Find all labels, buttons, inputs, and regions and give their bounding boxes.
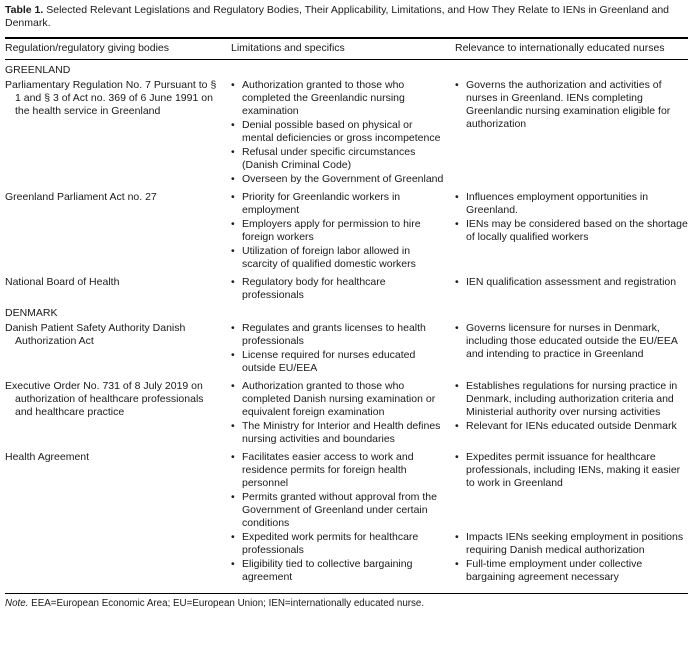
regulation-cell: National Board of Health bbox=[5, 276, 120, 288]
limitations-cell bbox=[231, 558, 455, 585]
bullet-text: Full-time employment under collective bargaining agreement necessary bbox=[466, 558, 643, 583]
bullet-icon: • bbox=[231, 491, 235, 503]
relevance-cell bbox=[455, 191, 688, 272]
bullet-text: Governs licensure for nurses in Denmark, including those educated outside the EU/EEA and intending to practice in Greenland bbox=[466, 322, 678, 360]
table-caption bbox=[5, 4, 688, 30]
table-row bbox=[5, 79, 688, 187]
bullet-icon: • bbox=[455, 276, 459, 288]
limitations-cell bbox=[231, 191, 455, 272]
bullet-item bbox=[231, 531, 445, 557]
bullet-icon: • bbox=[455, 558, 459, 570]
bullet-item bbox=[231, 218, 445, 244]
bullet-item bbox=[231, 322, 445, 348]
bullet-text: Denial possible based on physical or mental deficiencies or gross incompetence bbox=[242, 119, 441, 144]
bullet-item bbox=[231, 380, 445, 419]
bullet-item bbox=[231, 558, 445, 584]
table-row bbox=[5, 380, 688, 447]
section-header-greenland: GREENLAND bbox=[5, 64, 71, 76]
regulation-cell: Executive Order No. 731 of 8 July 2019 on authorization of healthcare professionals and healthcare practice bbox=[5, 380, 204, 418]
bullet-text: Employers apply for permission to hire foreign workers bbox=[242, 218, 421, 243]
bullet-text: Utilization of foreign labor allowed in scarcity of qualified domestic workers bbox=[242, 245, 416, 270]
bullet-icon: • bbox=[455, 380, 459, 392]
relevance-cell bbox=[455, 451, 688, 531]
note-text: EEA=European Economic Area; EU=European Union; IEN=internationally educated nurse. bbox=[31, 598, 425, 609]
limitations-cell bbox=[231, 380, 455, 420]
bullet-text: Regulatory body for healthcare professionals bbox=[242, 276, 386, 301]
bullet-icon: • bbox=[455, 322, 459, 334]
bullet-icon: • bbox=[231, 191, 235, 203]
table-note bbox=[5, 594, 688, 610]
bullet-text: Eligibility tied to collective bargaining agreement bbox=[242, 558, 413, 583]
bullet-icon: • bbox=[455, 451, 459, 463]
bullet-item bbox=[455, 380, 688, 419]
header-limitations: Limitations and specifics bbox=[231, 42, 345, 54]
bullet-item bbox=[231, 245, 445, 271]
bullet-icon: • bbox=[455, 191, 459, 203]
relevance-cell bbox=[455, 558, 688, 585]
bullet-item bbox=[455, 451, 688, 490]
relevance-cell bbox=[455, 531, 688, 558]
bullet-text: The Ministry for Interior and Health defines nursing activities and boundaries bbox=[242, 420, 441, 445]
limitations-cell bbox=[231, 531, 455, 558]
table bbox=[5, 37, 688, 610]
note-label: Note. bbox=[5, 598, 29, 609]
row-group bbox=[231, 79, 688, 187]
bullet-text: Facilitates easier access to work and residence permits for foreign health personnel bbox=[242, 451, 414, 489]
bullet-text: Overseen by the Government of Greenland bbox=[242, 173, 444, 185]
table-body bbox=[5, 60, 688, 594]
bullet-text: Expedites permit issuance for healthcare professionals, including IENs, making it easier to work in Greenland bbox=[466, 451, 681, 489]
bullet-text: Authorization granted to those who completed the Greenlandic nursing examination bbox=[242, 79, 405, 117]
bullet-text: Influences employment opportunities in Greenland. bbox=[466, 191, 649, 216]
bullet-item bbox=[231, 491, 445, 530]
bullet-text: License required for nurses educated outside EU/EEA bbox=[242, 349, 416, 374]
regulation-cell: Health Agreement bbox=[5, 451, 90, 463]
table-row bbox=[5, 451, 688, 585]
row-group bbox=[231, 558, 688, 585]
bullet-text: Expedited work permits for healthcare professionals bbox=[242, 531, 419, 556]
row-groups bbox=[231, 380, 688, 447]
header-relevance: Relevance to internationally educated nurses bbox=[455, 42, 665, 54]
table-number: Table 1. bbox=[5, 4, 44, 16]
limitations-cell bbox=[231, 451, 455, 531]
row-group bbox=[231, 276, 688, 303]
bullet-item bbox=[231, 349, 445, 375]
limitations-cell bbox=[231, 322, 455, 376]
bullet-item bbox=[231, 191, 445, 217]
row-group bbox=[231, 420, 688, 447]
row-group bbox=[231, 322, 688, 376]
bullet-icon: • bbox=[231, 349, 235, 361]
limitations-cell bbox=[231, 420, 455, 447]
bullet-text: Authorization granted to those who completed Danish nursing examination or equivalent foreign examination bbox=[242, 380, 436, 418]
bullet-icon: • bbox=[455, 79, 459, 91]
relevance-cell bbox=[455, 420, 688, 447]
regulation-cell: Danish Patient Safety Authority Danish Authorization Act bbox=[5, 322, 186, 347]
bullet-icon: • bbox=[231, 119, 235, 131]
bullet-item bbox=[455, 276, 688, 289]
relevance-cell bbox=[455, 276, 688, 303]
regulation-cell: Parliamentary Regulation No. 7 Pursuant to § 1 and § 3 of Act no. 369 of 6 June 1991 on the health service in Greenland bbox=[5, 79, 217, 117]
row-groups bbox=[231, 276, 688, 303]
row-group bbox=[231, 531, 688, 558]
bullet-icon: • bbox=[231, 558, 235, 570]
row-group bbox=[231, 380, 688, 420]
relevance-cell bbox=[455, 380, 688, 420]
bullet-item bbox=[231, 173, 445, 186]
table-row bbox=[5, 191, 688, 272]
relevance-cell bbox=[455, 322, 688, 376]
bullet-icon: • bbox=[231, 173, 235, 185]
row-groups bbox=[231, 322, 688, 376]
bullet-icon: • bbox=[231, 380, 235, 392]
row-group bbox=[231, 191, 688, 272]
bullet-text: Refusal under specific circumstances (Danish Criminal Code) bbox=[242, 146, 416, 171]
bullet-text: Permits granted without approval from the Government of Greenland under certain conditions bbox=[242, 491, 437, 529]
table-row bbox=[5, 322, 688, 376]
bullet-item bbox=[231, 276, 445, 302]
row-group bbox=[231, 451, 688, 531]
header-regulation: Regulation/regulatory giving bodies bbox=[5, 42, 170, 54]
bullet-item bbox=[455, 218, 688, 244]
bullet-item bbox=[231, 420, 445, 446]
bullet-text: Regulates and grants licenses to health professionals bbox=[242, 322, 426, 347]
bullet-text: Relevant for IENs educated outside Denmark bbox=[466, 420, 677, 432]
bullet-icon: • bbox=[455, 218, 459, 230]
bullet-item bbox=[455, 191, 688, 217]
bullet-text: Priority for Greenlandic workers in employment bbox=[242, 191, 401, 216]
table-row bbox=[5, 276, 688, 303]
bullet-icon: • bbox=[231, 322, 235, 334]
bullet-icon: • bbox=[231, 218, 235, 230]
bullet-item bbox=[455, 420, 688, 433]
bullet-item bbox=[231, 79, 445, 118]
bullet-icon: • bbox=[231, 451, 235, 463]
regulation-cell: Greenland Parliament Act no. 27 bbox=[5, 191, 157, 203]
bullet-text: Governs the authorization and activities of nurses in Greenland. IENs completing Greenlandic nursing examination eligible for authorization bbox=[466, 79, 671, 130]
row-groups bbox=[231, 79, 688, 187]
bullet-icon: • bbox=[231, 245, 235, 257]
row-groups bbox=[231, 191, 688, 272]
table-header-row bbox=[5, 37, 688, 60]
table-title: Selected Relevant Legislations and Regulatory Bodies, Their Applicability, Limitations, and How They Relate to IENs in Greenland and Denmark. bbox=[5, 4, 670, 29]
bullet-item bbox=[455, 79, 688, 131]
limitations-cell bbox=[231, 79, 455, 187]
bullet-icon: • bbox=[231, 146, 235, 158]
bullet-item bbox=[231, 451, 445, 490]
bullet-icon: • bbox=[231, 420, 235, 432]
bullet-icon: • bbox=[455, 531, 459, 543]
bullet-text: Establishes regulations for nursing practice in Denmark, including authorization criteria and Ministerial authority over nursing activities bbox=[466, 380, 678, 418]
bullet-icon: • bbox=[231, 531, 235, 543]
section-header-denmark: DENMARK bbox=[5, 307, 58, 319]
bullet-icon: • bbox=[231, 276, 235, 288]
bullet-icon: • bbox=[231, 79, 235, 91]
row-groups bbox=[231, 451, 688, 585]
limitations-cell bbox=[231, 276, 455, 303]
bullet-item bbox=[455, 558, 688, 584]
bullet-text: Impacts IENs seeking employment in positions requiring Danish medical authorization bbox=[466, 531, 684, 556]
bullet-icon: • bbox=[455, 420, 459, 432]
bullet-item bbox=[231, 119, 445, 145]
bullet-text: IENs may be considered based on the shortage of locally qualified workers bbox=[466, 218, 688, 243]
bullet-item bbox=[455, 531, 688, 557]
relevance-cell bbox=[455, 79, 688, 187]
bullet-item bbox=[455, 322, 688, 361]
bullet-item bbox=[231, 146, 445, 172]
bullet-text: IEN qualification assessment and registration bbox=[466, 276, 677, 288]
